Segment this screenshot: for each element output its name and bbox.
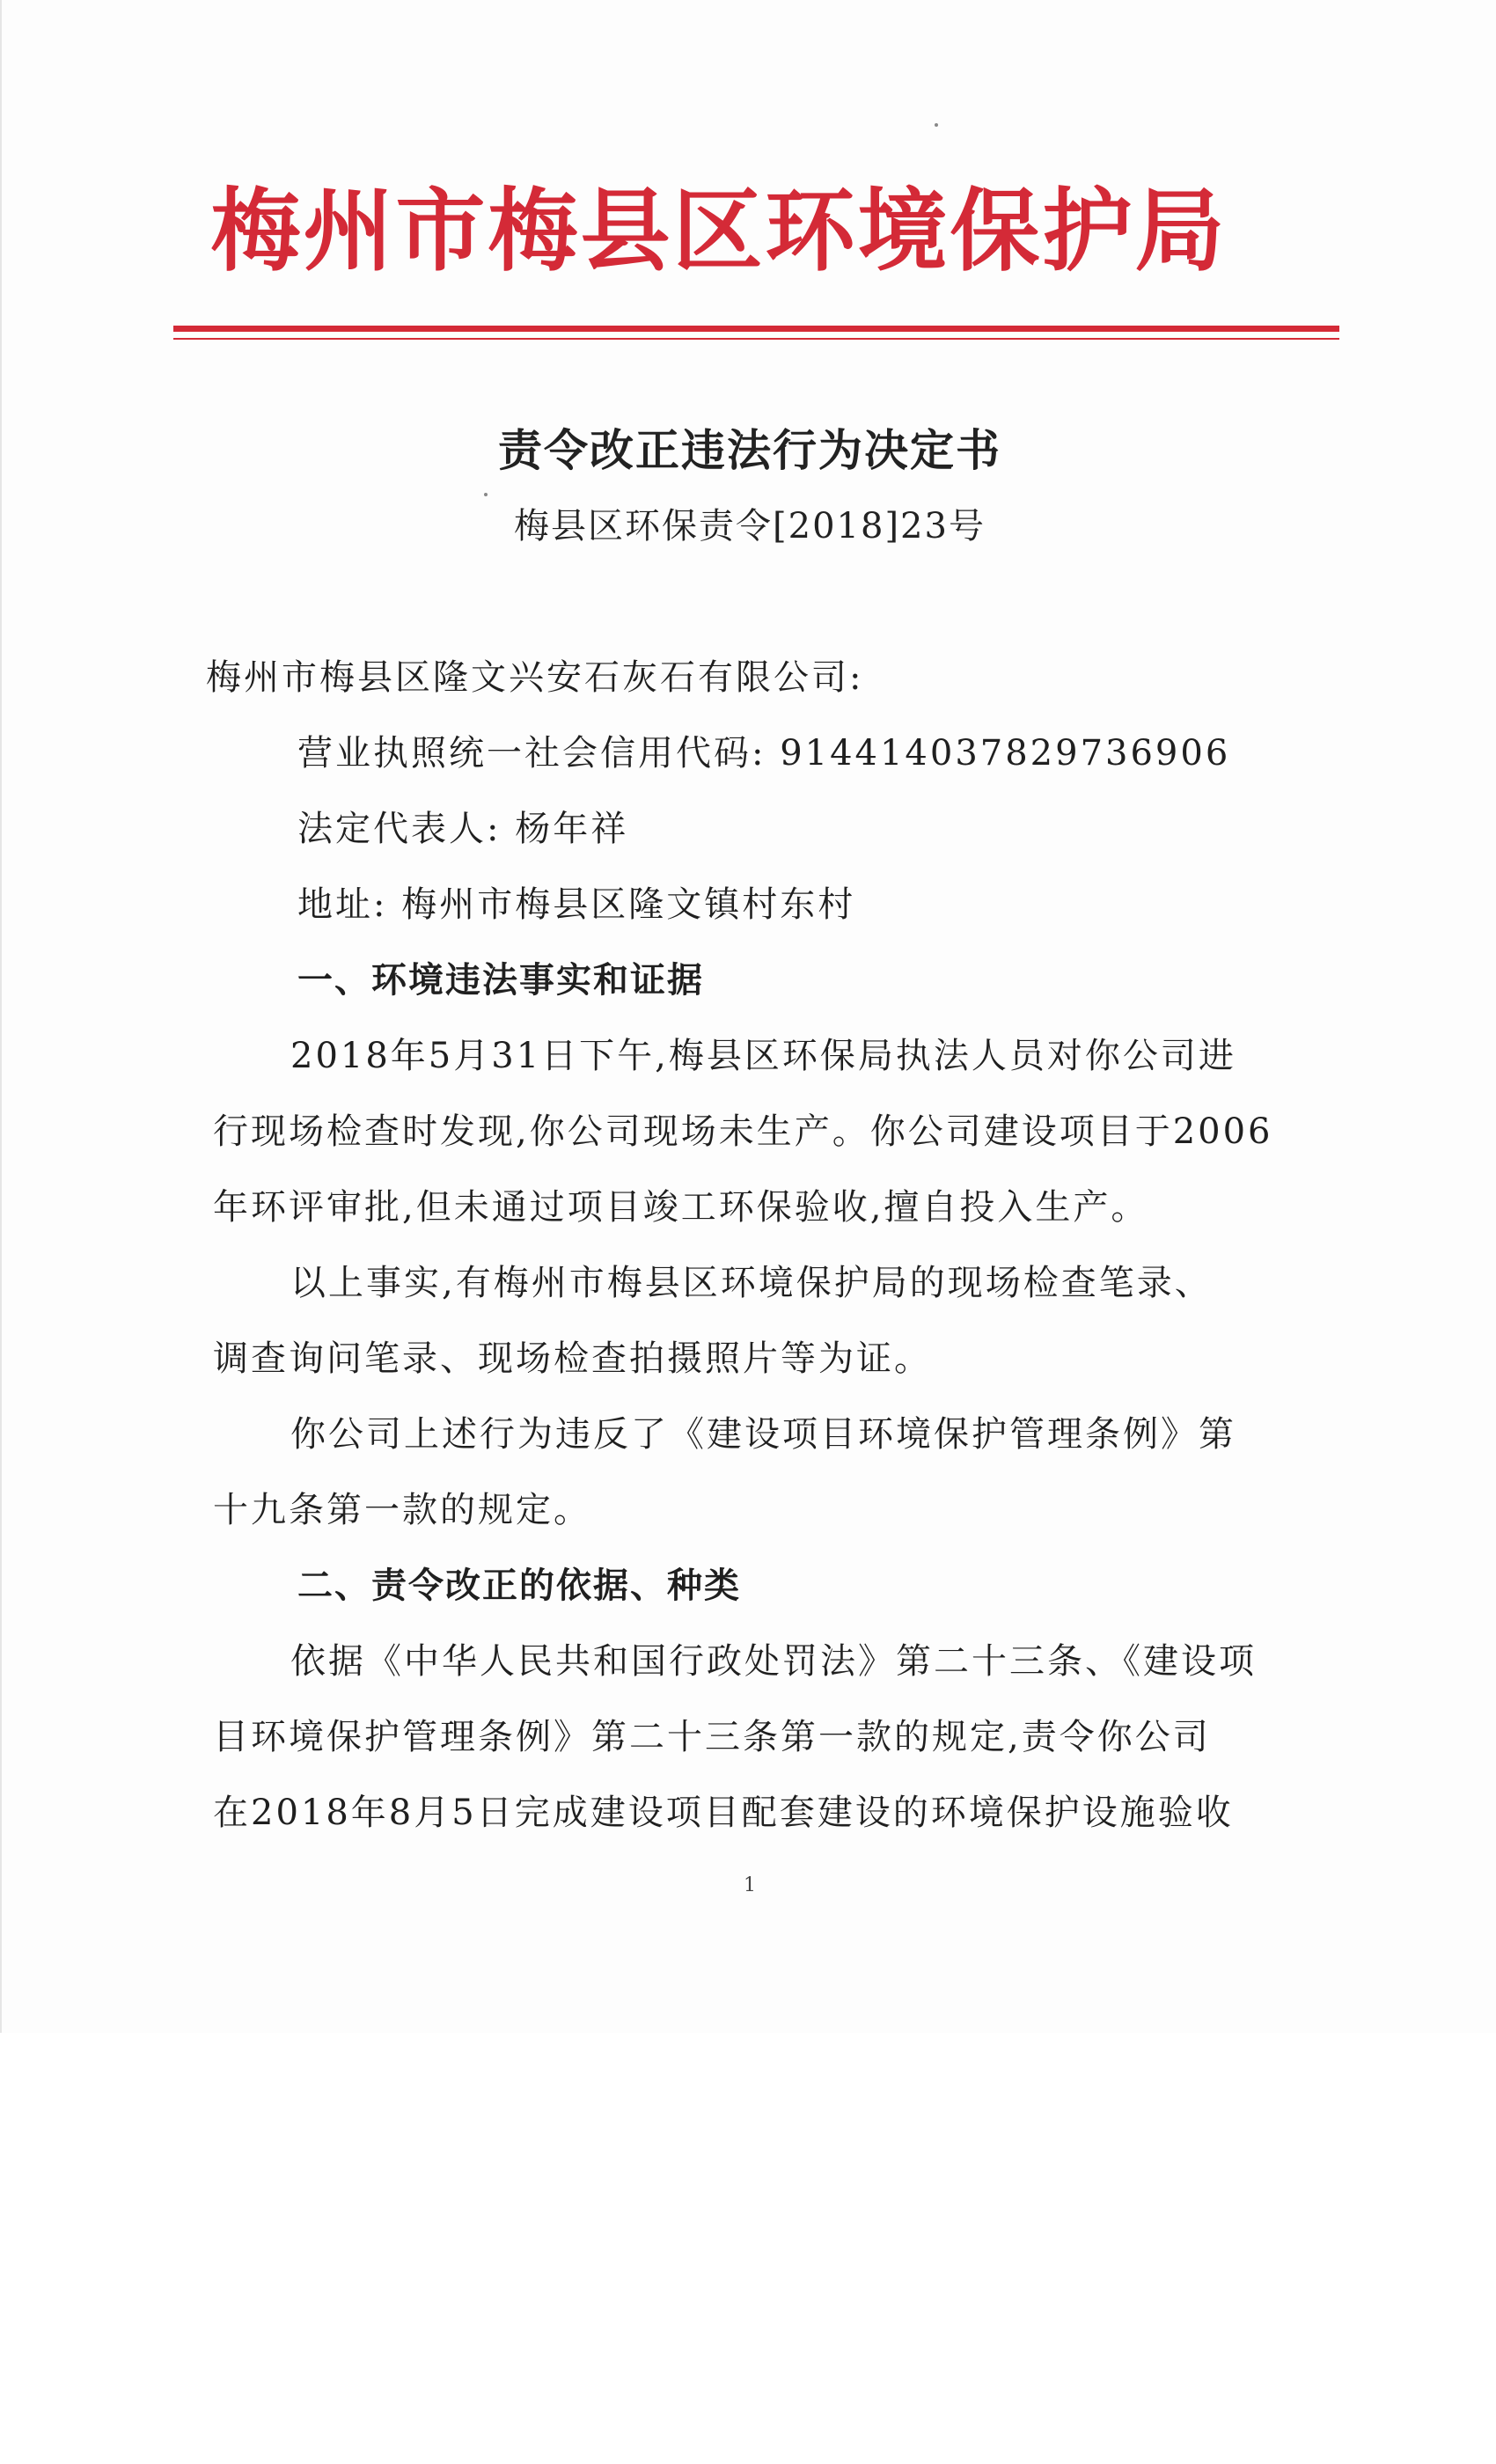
section-1-paragraph-line: 十九条第一款的规定。 (213, 1490, 591, 1530)
document-title: 责令改正违法行为决定书 (498, 425, 1001, 476)
section-2-paragraph-line: 目环境保护管理条例》第二十三条第一款的规定,责令你公司 (213, 1717, 1211, 1757)
section-2-paragraph-line: 在2018年8月5日完成建设项目配套建设的环境保护设施验收 (213, 1793, 1234, 1833)
recipient-company: 梅州市梅县区隆文兴安石灰石有限公司: (206, 657, 864, 698)
recipient-address: 地址: 梅州市梅县区隆文镇村东村 (297, 884, 856, 925)
letterhead-red-rule (173, 326, 1339, 332)
section-1-paragraph-line: 调查询问笔录、现场检查拍摄照片等为证。 (213, 1338, 932, 1379)
section-1-paragraph-line: 年环评审批,但未通过项目竣工环保验收,擅自投入生产。 (213, 1187, 1149, 1228)
recipient-credit-code: 营业执照统一社会信用代码: 914414037829736906 (297, 733, 1231, 774)
section-1-paragraph-line: 行现场检查时发现,你公司现场未生产。你公司建设项目于2006 (213, 1111, 1273, 1152)
agency-letterhead-title: 梅州市梅县区环境保护局 (210, 180, 1228, 284)
section-1-heading: 一、环境违法事实和证据 (297, 960, 704, 1001)
section-2-heading: 二、责令改正的依据、种类 (297, 1566, 741, 1606)
section-1-paragraph-line: 以上事实,有梅州市梅县区环境保护局的现场检查笔录、 (290, 1263, 1213, 1303)
document-number: 梅县区环保责令[2018]23号 (514, 506, 986, 546)
scan-speck (484, 493, 488, 496)
letterhead-red-rule-thin (173, 338, 1339, 340)
section-1-paragraph-line: 2018年5月31日下午,梅县区环保局执法人员对你公司进 (290, 1036, 1236, 1076)
page-number: 1 (744, 1874, 756, 1896)
section-2-paragraph-line: 依据《中华人民共和国行政处罚法》第二十三条、《建设项 (290, 1641, 1257, 1682)
recipient-legal-rep: 法定代表人: 杨年祥 (297, 809, 629, 849)
scan-speck (935, 123, 938, 127)
section-1-paragraph-line: 你公司上述行为违反了《建设项目环境保护管理条例》第 (290, 1414, 1236, 1455)
